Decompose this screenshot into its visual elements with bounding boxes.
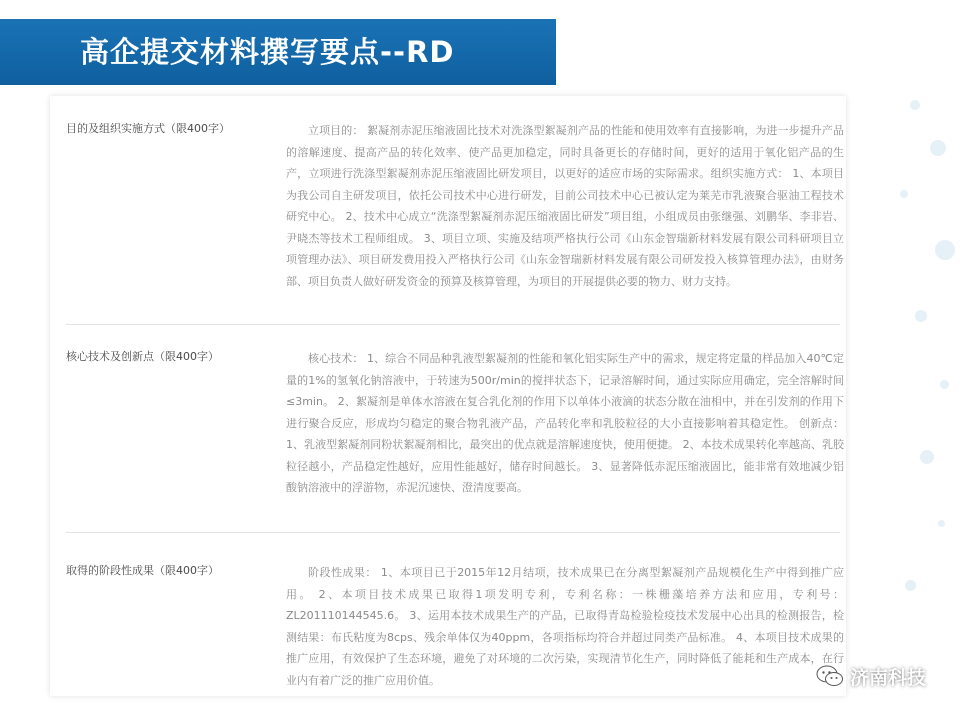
- watermark: [816, 662, 926, 690]
- page-title: 高企提交材料撰写要点--RD: [80, 35, 455, 69]
- section-content: 核心技术： 1、综合不同品种乳液型絮凝剂的性能和氧化铝实际生产中的需求，规定将定量的样品加入40℃定量的1%的氢氧化钠溶液中，于转速为500r/min的搅拌状态下，记录溶解时间，通过实际应用确定，完全溶解时间≤3min。 2、絮凝剂是单体水溶液在复合乳化剂的作用下以单体小液滴的状态分散在油相中，并在引发剂的作用下进行聚合反应，形成均匀稳定的聚合物乳液产品，产品转化率和乳胶粒径的大小直接影响着其稳定性。 创新点： 1、乳液型絮凝剂同粉状絮凝剂相比，最突出的优点就是溶解速度快，使用便捷。 2、本技术成果转化率越高、乳胶粒径越小，产品稳定性越好，应用性能越好，储存时间越长。 3、显著降低赤泥压缩液固比，能非常有效地减少铝酸钠溶液中的浮游物，赤泥沉速快、澄清度要高。: [286, 352, 844, 494]
- title-banner: [0, 19, 556, 85]
- section-label: 取得的阶段性成果（限400字）: [66, 564, 219, 577]
- section-content: 立项目的： 絮凝剂赤泥压缩液固比技术对洗涤型絮凝剂产品的性能和使用效率有直接影响，为进一步提升产品的溶解速度、提高产品的转化效率、使产品更加稳定，同时具备更长的存储时间，更好的适用于氧化铝产品的生产，立项进行洗涤型絮凝剂赤泥压缩液固比研发项目，以更好的适应市场的实际需求。组织实施方式： 1、本项目为我公司自主研发项目，依托公司技术中心进行研发，目前公司技术中心已被认定为莱芜市乳液聚合驱油工程技术研究中心。 2、技术中心成立“洗涤型絮凝剂赤泥压缩液固比研发”项目组，小组成员由张继强、刘鹏华、李非岩、尹晓杰等技术工程师组成。 3、项目立项、实施及结项严格执行公司《山东金智瑞新材料发展有限公司科研项目立项管理办法》、项目研发费用投入严格执行公司《山东金智瑞新材料发展有限公司研发投入核算管理办法》，由财务部、项目负责人做好研发资金的预算及核算管理，为项目的开展提供必要的物力、财力支持。: [286, 124, 844, 288]
- section-content: 阶段性成果： 1、本项目已于2015年12月结项，技术成果已在分离型絮凝剂产品规模化生产中得到推广应用。 2、本项目技术成果已取得1项发明专利，专利名称：一株栅藻培养方法和应用，专利号：ZL201110144545.6。 3、运用本技术成果生产的产品，已取得青岛检验检疫技术发展中心出具的检测报告，检测结果：布氏粘度为8cps、残余单体仅为40ppm，各项指标均符合并超过同类产品标准。 4、本项目技术成果的推广应用，有效保护了生态环境，避免了对环境的二次污染，实现清节化生产，同时降低了能耗和生产成本，在行业内有着广泛的推广应用价值。: [286, 566, 844, 687]
- divider: [66, 532, 840, 533]
- watermark-text: 济南科技: [849, 666, 926, 689]
- document-panel: [50, 96, 846, 696]
- wechat-icon: [816, 664, 844, 688]
- section-label: 核心技术及创新点（限400字）: [66, 350, 219, 363]
- section-label: 目的及组织实施方式（限400字）: [66, 122, 230, 135]
- divider: [66, 324, 840, 325]
